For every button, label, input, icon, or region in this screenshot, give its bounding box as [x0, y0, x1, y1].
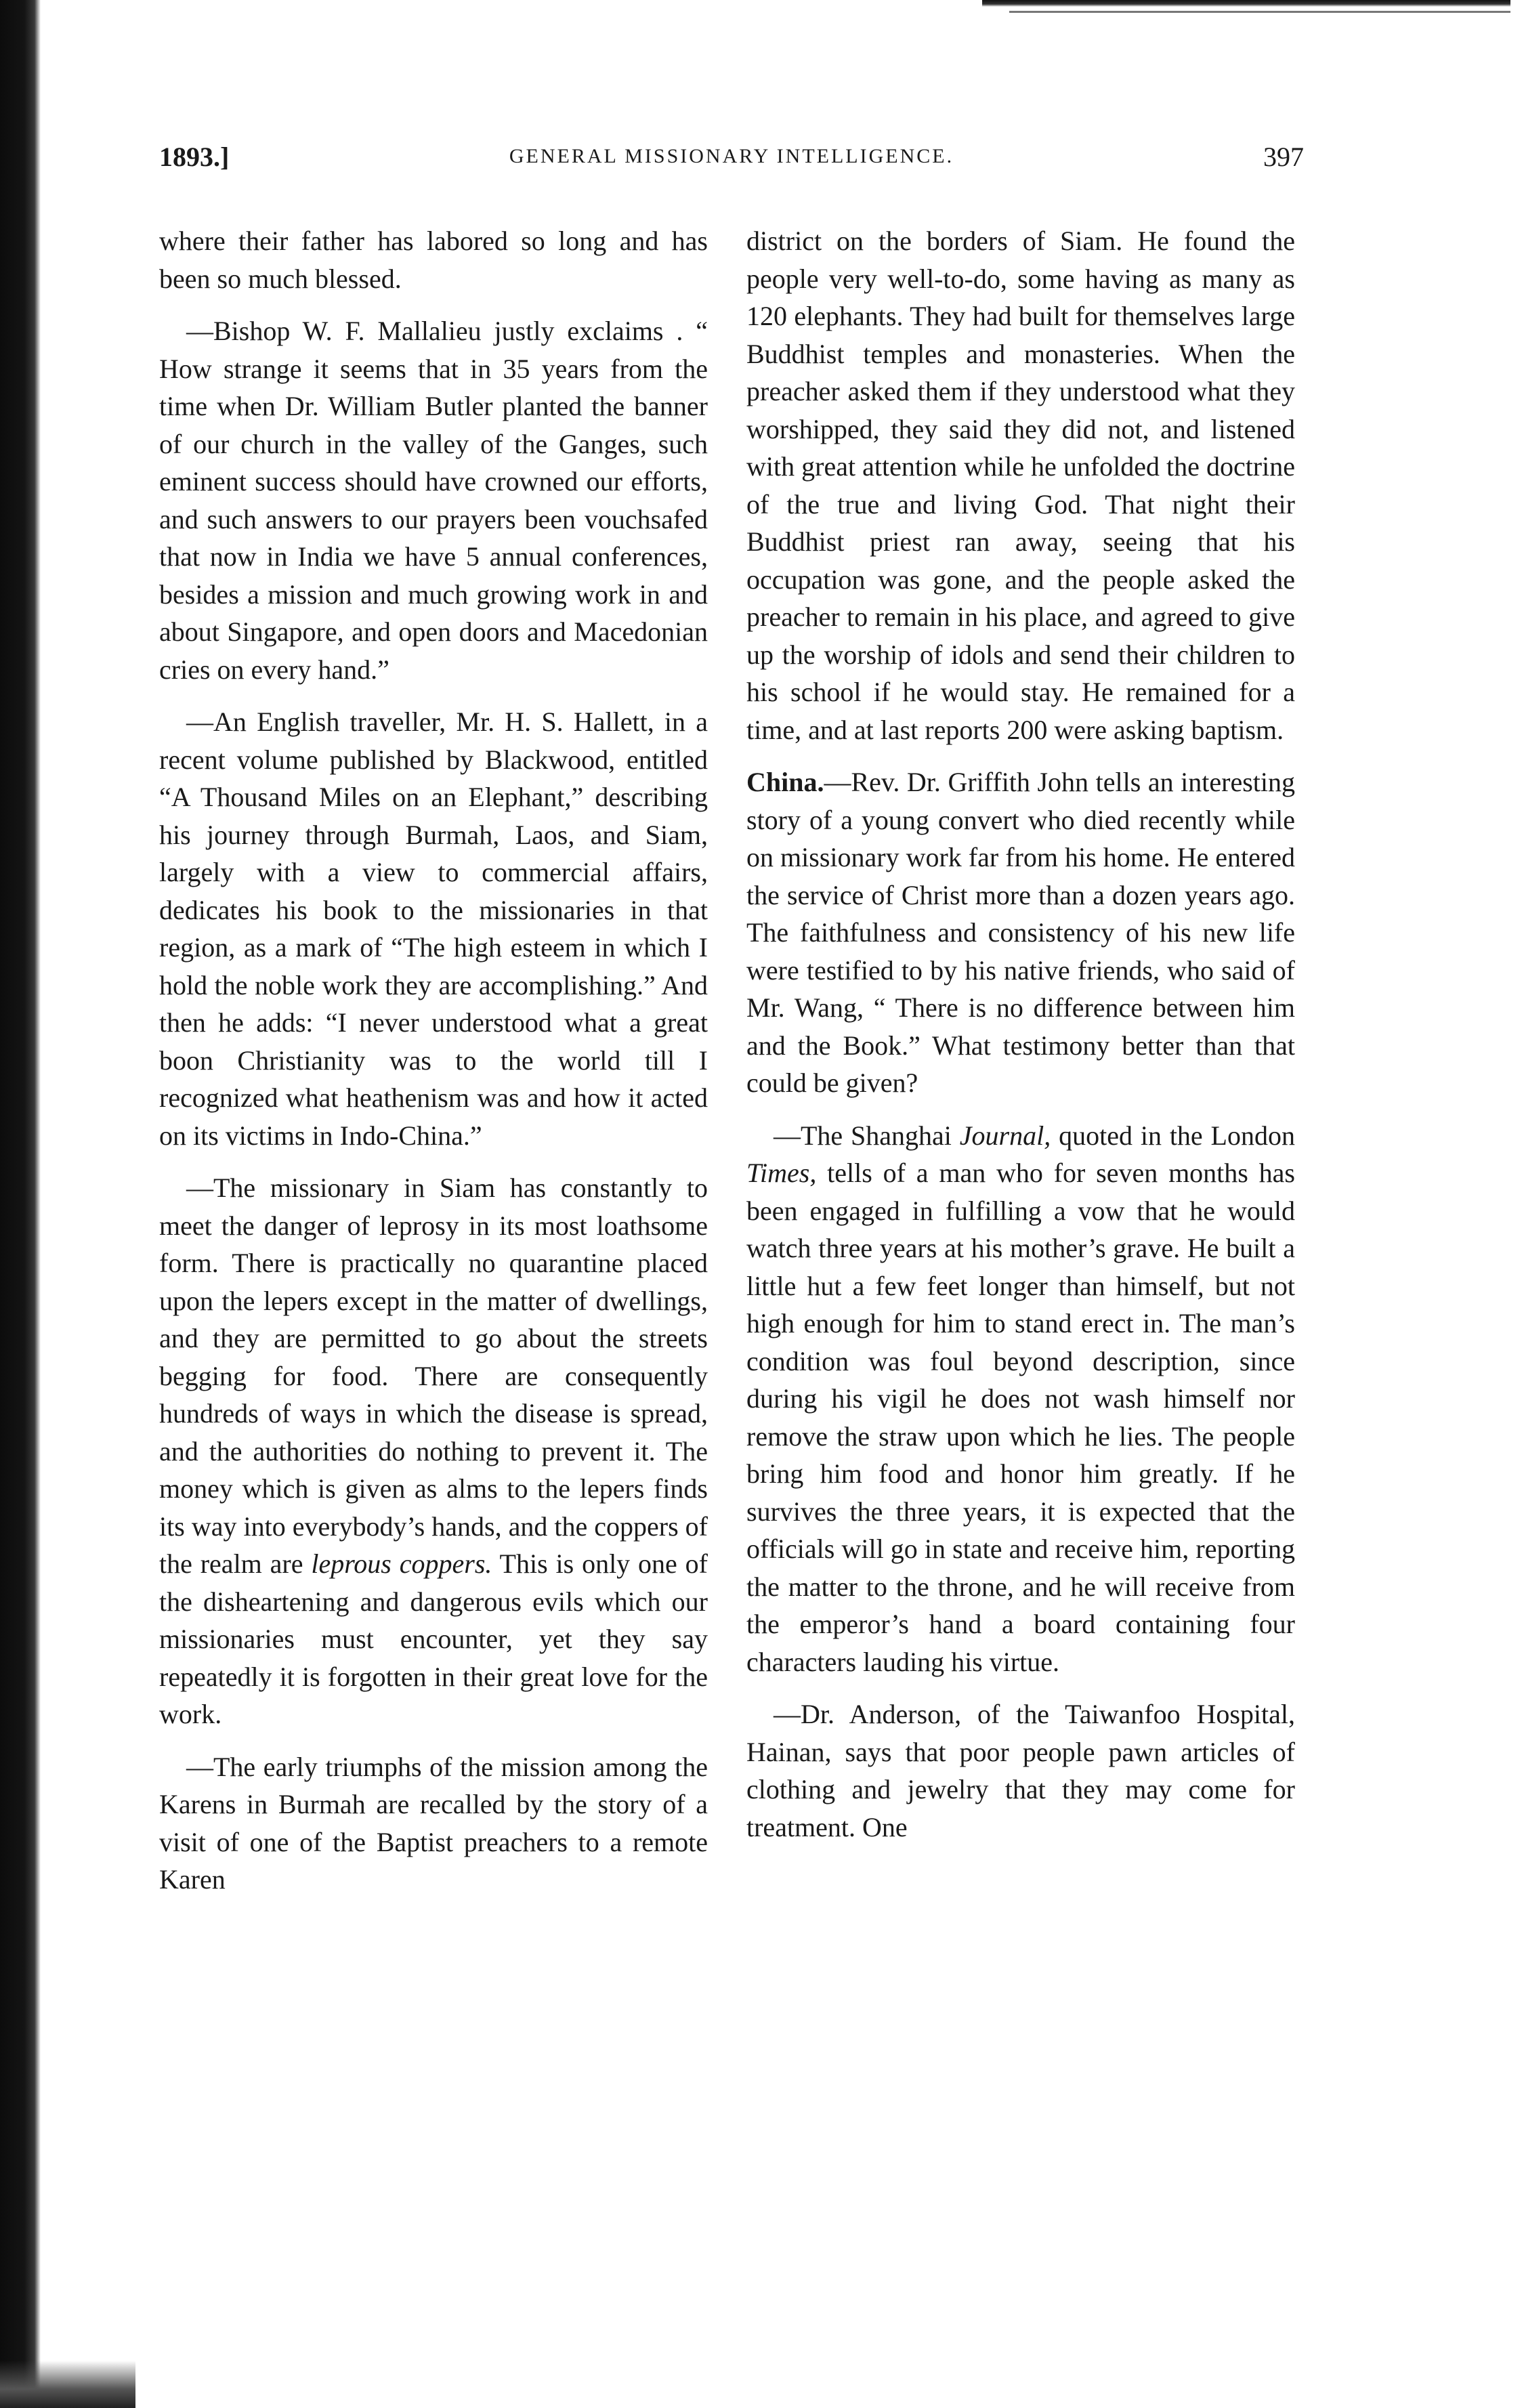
text-run: —The missionary in Siam has constantly to meet the danger of leprosy in its most loathsome form. There is practically no quarantine placed upon the lepers except in the matter of dwellings, and they are permitted to go about the streets begging for food. There are consequently hundreds of ways in which the disease is spread, and the authorities do nothing to prevent it. The money which is given as alms to the lepers finds its way into everybody’s hands, and the coppers of the realm are [159, 1173, 708, 1579]
page-number: 397 [1263, 142, 1304, 172]
header-title: GENERAL MISSIONARY INTELLIGENCE. [509, 145, 954, 167]
paragraph-mallalieu: —Bishop W. F. Mallalieu justly exclaims . “ How strange it seems that in 35 years from the time when Dr. William Butler planted the banner of our church in the valley of the Ganges, such eminent success should have crowned our efforts, and such answers to our prayers been vouchsafed that now in India we have 5 annual conferences, besides a mission and much growing work in and about Singapore, and open doors and Macedonian cries on every hand.” [159, 316, 708, 685]
paragraph-hallett: —An English traveller, Mr. H. S. Hallett, in a recent volume published by Blackwood, entitled “A Thousand Miles on an Elephant,” describing his journey through Burmah, Laos, and Siam, largely with a view to commercial affairs, dedicates his book to the missionaries in that region, as a mark of “The high esteem in which I hold the noble work they are accomplishing.” And then he adds: “I never understood what a great boon Christianity was to the world till I recognized what heathenism was and how it acted on its victims in Indo-China.” [159, 706, 708, 1151]
text-run: This is only one of the disheartening and dangerous evils which our missionaries must encounter, yet they say repeatedly it is forgotten in their great love for the work. [159, 1548, 708, 1729]
italic-text: Times, [746, 1158, 817, 1188]
paragraph-continuation: where their father has labored so long and has been so much blessed. [159, 226, 708, 294]
section-lead-china: China. [746, 767, 824, 797]
scan-edge-rule [982, 0, 1510, 7]
paragraph-karens: —The early triumphs of the mission among the Karens in Burmah are recalled by the story of a visit of one of the Baptist preachers to a remote Karen [159, 1751, 708, 1895]
italic-text: leprous coppers. [311, 1548, 492, 1579]
text-run: quoted in the London [1051, 1120, 1295, 1151]
paragraph-siam-district: district on the borders of Siam. He found the people very well-to-do, some having as many as 120 elephants. They had built for themselves large Buddhist temples and monasteries. When the preacher asked them if they understood what they worshipped, they said they did not, and listened with great attention while he unfolded the doctrine of the true and living God. That night their Buddhist priest ran away, seeing that his occupation was gone, and the people asked the preacher to remain in his place, and agreed to give up the worship of idols and send their children to his school if he would stay. He remained for a time, and at last reports 200 were asking baptism. [746, 226, 1295, 745]
scan-edge-rule-thin [1009, 11, 1510, 13]
text-run: —The Shanghai [774, 1120, 960, 1151]
right-column [746, 222, 1295, 1861]
text-run: —Rev. Dr. Griffith John tells an interesting story of a young convert who died recently while on missionary work far from his home. He entered the service of Christ more than a dozen years ago. The faithfulness and consistency of his new life were testified to by his native friends, who said of Mr. Wang, “ There is no difference between him and the Book.” What testimony better than that could be given? [746, 767, 1295, 1098]
header-year: 1893.] [159, 142, 230, 172]
text-run: tells of a man who for seven months has been engaged in fulfilling a vow that he would watch three years at his mother’s grave. He built a little hut a few feet longer than himself, but not high enough for him to stand erect in. The man’s condition was foul beyond description, since during his vigil he does not wash himself nor remove the straw upon which he lies. The people bring him food and honor him greatly. If he survives the three years, it is expected that the officials will go in state and receive him, reporting the matter to the throne, and he will receive from the emperor’s hand a board containing four characters lauding his virtue. [746, 1158, 1295, 1677]
paragraph-china [746, 763, 1295, 1102]
left-column [159, 222, 708, 1914]
binding-edge-foot [0, 2361, 135, 2408]
running-head [159, 141, 1304, 182]
italic-text: Journal, [959, 1120, 1051, 1151]
paragraph-leprosy [159, 1169, 708, 1733]
binding-edge [0, 0, 41, 2408]
paragraph-shanghai [746, 1117, 1295, 1681]
paragraph-anderson: —Dr. Anderson, of the Taiwanfoo Hospital, Hainan, says that poor people pawn articles of clothing and jewelry that they may come for treatment. One [746, 1699, 1295, 1842]
